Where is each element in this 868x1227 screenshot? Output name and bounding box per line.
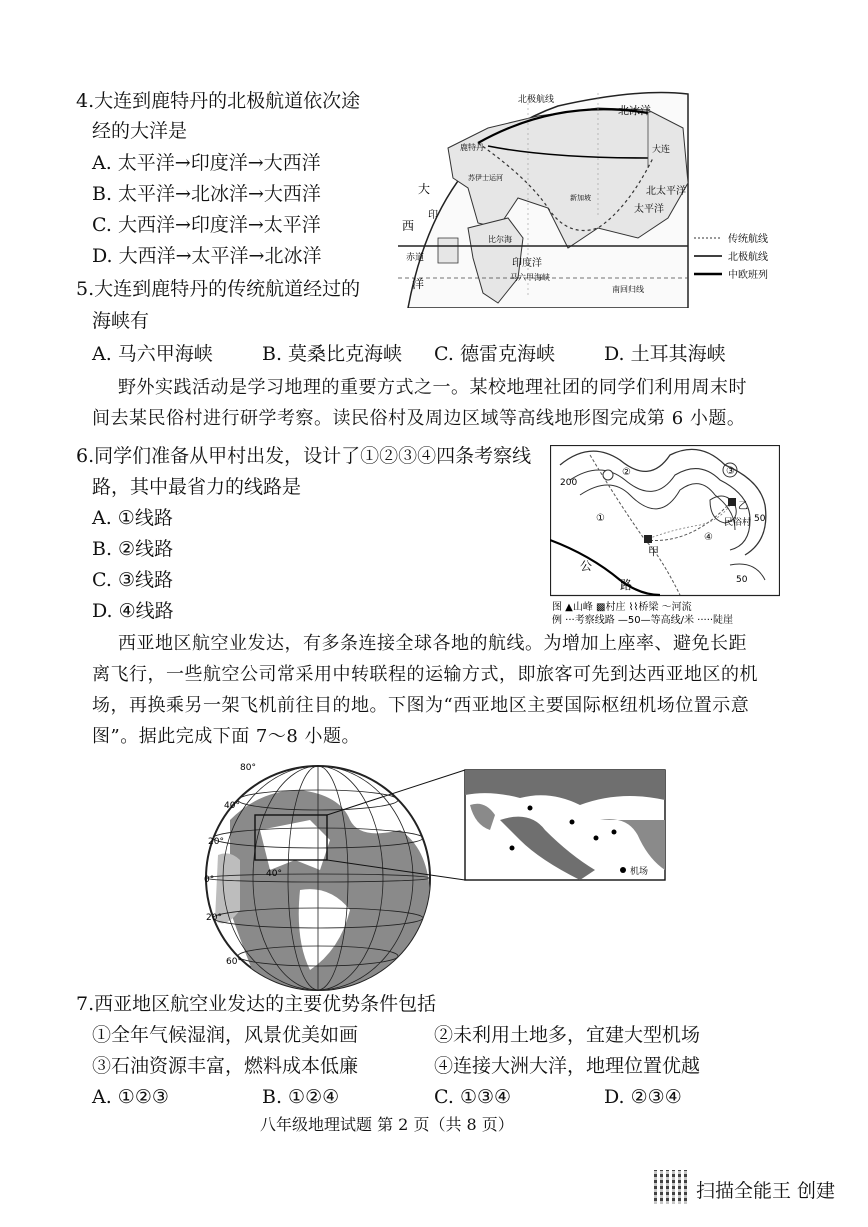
lat-label-40s: 40° xyxy=(266,869,282,879)
intro6-line1: 野外实践活动是学习地理的重要方式之一。某校地理社团的同学们利用周末时 xyxy=(118,377,747,398)
shipping-routes-map xyxy=(398,88,792,308)
map2-legend-row1: 图 ▲山峰 ▩村庄 ⌇⌇桥梁 〜河流 xyxy=(552,602,692,613)
lat-label-20s: 20° xyxy=(206,913,222,923)
legend-traditional: 传统航线 xyxy=(728,234,768,245)
q7-option-a: A. ①②③ xyxy=(92,1086,169,1108)
q6-stem-line2: 路，其中最省力的线路是 xyxy=(92,476,302,498)
label-singapore: 新加坡 xyxy=(570,194,591,202)
route-4: ④ xyxy=(704,532,713,543)
q4-option-a: A. 太平洋→印度洋→大西洋 xyxy=(92,152,321,174)
label-road-lu: 路 xyxy=(620,578,633,592)
contour-map xyxy=(550,445,780,625)
contour-200: 200 xyxy=(560,478,578,488)
label-dalian: 大连 xyxy=(652,145,671,155)
page-footer: 八年级地理试题 第 2 页（共 8 页） xyxy=(260,1115,514,1134)
label-sea: 比尔海 xyxy=(488,235,512,244)
label-rotterdam: 鹿特丹 xyxy=(460,143,484,152)
q4-option-d: D. 大西洋→太平洋→北冰洋 xyxy=(92,245,322,267)
q7-option-c: C. ①③④ xyxy=(434,1086,512,1108)
q7-option-b: B. ①②④ xyxy=(262,1086,340,1108)
q4-option-b: B. 太平洋→北冰洋→大西洋 xyxy=(92,183,321,205)
intro7-line4: 图”。据此完成下面 7～8 小题。 xyxy=(92,726,361,747)
label-yin: 印 xyxy=(428,210,438,221)
label-da: 大 xyxy=(418,182,431,196)
label-equator: 赤道 xyxy=(406,253,425,263)
q7-stem: 7.西亚地区航空业发达的主要优势条件包括 xyxy=(76,993,437,1015)
label-yang: 洋 xyxy=(412,277,425,291)
contour-50-a: 50 xyxy=(754,514,766,524)
q7-option-d: D. ②③④ xyxy=(604,1086,682,1108)
intro7-line3: 场，再换乘另一架飞机前往目的地。下图为“西亚地区主要国际枢纽机场位置示意 xyxy=(92,695,750,716)
label-malacca: 马六甲海峡 xyxy=(510,273,550,282)
route-2: ② xyxy=(622,467,631,478)
q5-stem-line2: 海峡有 xyxy=(92,310,150,332)
lat-label-20n: 20° xyxy=(208,837,224,847)
q5-option-c: C. 德雷克海峡 xyxy=(434,343,555,365)
q6-option-d: D. ④线路 xyxy=(92,600,174,622)
q7-item-4: ④连接大洲大洋，地理位置优越 xyxy=(434,1055,701,1077)
legend-airport: 机场 xyxy=(630,867,649,877)
legend-china-europe: 中欧班列 xyxy=(728,270,768,281)
lat-label-0: 0° xyxy=(204,875,215,885)
west-asia-globe-figure xyxy=(200,760,670,992)
map2-legend-row2: 例 ···考察线路 —50—等高线/米 ·····陡崖 xyxy=(552,615,734,625)
q6-option-b: B. ②线路 xyxy=(92,538,174,560)
lat-label-40: 40° xyxy=(224,801,240,811)
intro6-line2: 间去某民俗村进行研学考察。读民俗村及周边区域等高线地形图完成第 6 小题。 xyxy=(92,408,746,429)
lat-label-60s: 60° xyxy=(226,957,242,967)
legend-arctic: 北极航线 xyxy=(728,252,768,263)
label-arctic-ocean: 北冰洋 xyxy=(618,104,651,117)
q4-option-c: C. 大西洋→印度洋→太平洋 xyxy=(92,214,321,236)
label-pacific: 太平洋 xyxy=(634,204,664,215)
q5-option-d: D. 土耳其海峡 xyxy=(604,343,726,365)
label-north-pacific: 北太平洋 xyxy=(646,186,686,197)
lat-label-80: 80° xyxy=(240,763,256,773)
contour-50-b: 50 xyxy=(736,575,748,585)
q5-option-b: B. 莫桑比克海峡 xyxy=(262,343,403,365)
q6-option-c: C. ③线路 xyxy=(92,569,173,591)
label-indian-ocean: 印度洋 xyxy=(512,258,542,269)
q7-item-1: ①全年气候湿润，风景优美如画 xyxy=(92,1024,359,1046)
label-suez: 苏伊士运河 xyxy=(468,174,503,182)
q4-stem-line1: 4.大连到鹿特丹的北极航道依次途 xyxy=(76,90,361,112)
intro7-line1: 西亚地区航空业发达，有多条连接全球各地的航线。为增加上座率、避免长距 xyxy=(118,633,747,654)
q4-stem-line2: 经的大洋是 xyxy=(92,120,188,142)
intro7-line2: 离飞行，一些航空公司常采用中转联程的运输方式，即旅客可先到达西亚地区的机 xyxy=(92,664,758,685)
label-folk-village: 民俗村 xyxy=(724,518,752,528)
label-road-gong: 公 xyxy=(580,559,593,573)
q7-item-2: ②未利用土地多，宜建大型机场 xyxy=(434,1024,701,1046)
label-xi: 西 xyxy=(402,219,415,233)
route-1: ① xyxy=(596,513,605,524)
q7-item-3: ③石油资源丰富，燃料成本低廉 xyxy=(92,1055,359,1077)
label-arctic-route: 北极航线 xyxy=(518,95,555,105)
label-tropic: 南回归线 xyxy=(612,285,644,294)
q6-stem-line1: 6.同学们准备从甲村出发，设计了①②③④四条考察线 xyxy=(76,445,532,467)
qr-code-overlay xyxy=(654,1170,688,1204)
village-jia: 甲 xyxy=(648,545,659,558)
route-3: ③ xyxy=(726,466,735,477)
q6-option-a: A. ①线路 xyxy=(92,507,173,529)
q5-stem-line1: 5.大连到鹿特丹的传统航道经过的 xyxy=(76,278,361,300)
village-yi: 乙 xyxy=(738,501,748,512)
q5-option-a: A. 马六甲海峡 xyxy=(92,343,213,365)
scanner-watermark: 扫描全能王 创建 xyxy=(696,1180,836,1202)
